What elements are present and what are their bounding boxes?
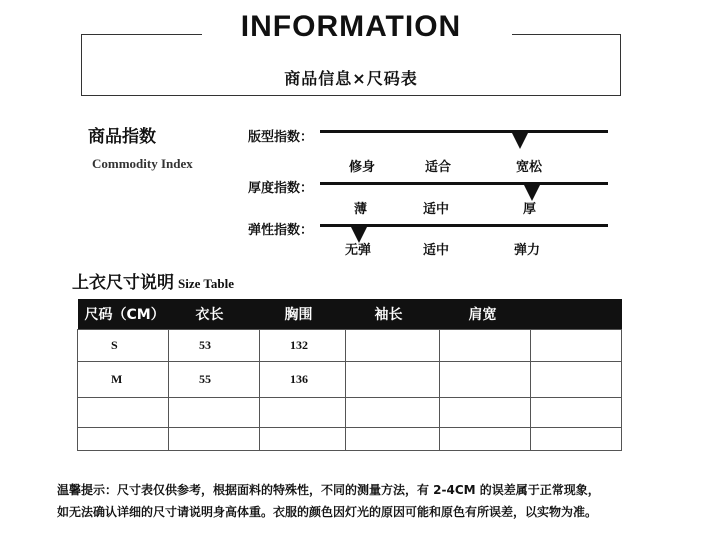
table-cell bbox=[260, 428, 346, 451]
index-option-fit-1: 修身 bbox=[349, 160, 376, 175]
index-option-fit-2: 适合 bbox=[425, 160, 452, 175]
size-table-header-chest: 胸围 bbox=[260, 299, 346, 330]
table-cell bbox=[346, 428, 440, 451]
index-option-elasticity-3: 弹力 bbox=[514, 243, 541, 258]
table-cell: 136 bbox=[260, 362, 346, 398]
table-cell bbox=[346, 398, 440, 428]
index-label-fit: 版型指数： bbox=[248, 130, 314, 145]
size-table-header-empty bbox=[531, 299, 622, 330]
table-cell bbox=[78, 398, 169, 428]
table-cell: 132 bbox=[260, 330, 346, 362]
index-label-thickness: 厚度指数： bbox=[248, 181, 314, 196]
table-cell bbox=[440, 428, 531, 451]
table-row bbox=[78, 428, 622, 451]
size-table-header-size: 尺码（CM） bbox=[78, 299, 169, 330]
index-option-fit-3: 宽松 bbox=[516, 160, 543, 175]
table-row bbox=[78, 398, 622, 428]
table-cell: 53 bbox=[169, 330, 260, 362]
index-option-thickness-3: 厚 bbox=[523, 202, 537, 217]
size-table-header-shoulder: 肩宽 bbox=[440, 299, 531, 330]
table-row bbox=[78, 330, 622, 362]
table-cell bbox=[169, 428, 260, 451]
header-subtitle: 商品信息×尺码表 bbox=[284, 69, 418, 88]
size-table bbox=[77, 299, 622, 451]
table-cell: M bbox=[78, 362, 169, 398]
index-marker-fit bbox=[512, 133, 528, 149]
size-table-header-sleeve: 袖长 bbox=[346, 299, 440, 330]
header-title: INFORMATION bbox=[240, 10, 462, 43]
commodity-index-subtitle: Commodity Index bbox=[92, 156, 193, 171]
table-cell bbox=[346, 362, 440, 398]
table-cell bbox=[531, 398, 622, 428]
index-option-thickness-2: 适中 bbox=[423, 202, 450, 217]
index-label-elasticity: 弹性指数： bbox=[248, 223, 314, 238]
note-line-2: 如无法确认详细的尺寸请说明身高体重。衣服的颜色因灯光的原因可能和原色有所误差，以实物为准。 bbox=[57, 505, 598, 519]
table-cell bbox=[531, 330, 622, 362]
size-table-title bbox=[72, 268, 234, 293]
table-cell bbox=[440, 362, 531, 398]
table-cell bbox=[260, 398, 346, 428]
table-cell bbox=[169, 398, 260, 428]
size-table-header-row bbox=[78, 299, 622, 330]
table-cell bbox=[346, 330, 440, 362]
index-option-thickness-1: 薄 bbox=[354, 202, 368, 217]
size-table-title-cn: 上衣尺寸说明 bbox=[72, 273, 174, 293]
size-table-title-en: Size Table bbox=[178, 276, 234, 291]
index-option-elasticity-1: 无弹 bbox=[345, 243, 372, 258]
table-cell bbox=[531, 362, 622, 398]
table-cell bbox=[78, 428, 169, 451]
table-cell bbox=[531, 428, 622, 451]
index-line-thickness bbox=[320, 182, 608, 185]
table-cell bbox=[440, 330, 531, 362]
table-cell bbox=[440, 398, 531, 428]
index-line-fit bbox=[320, 130, 608, 133]
table-cell: S bbox=[78, 330, 169, 362]
index-option-elasticity-2: 适中 bbox=[423, 243, 450, 258]
note-line-1: 温馨提示：尺寸表仅供参考，根据面料的特殊性，不同的测量方法，有 2-4CM 的误差属于正常现象， bbox=[57, 483, 600, 497]
table-cell: 55 bbox=[169, 362, 260, 398]
commodity-index-title: 商品指数 bbox=[88, 127, 156, 147]
table-row bbox=[78, 362, 622, 398]
size-table-header-length: 衣长 bbox=[169, 299, 260, 330]
